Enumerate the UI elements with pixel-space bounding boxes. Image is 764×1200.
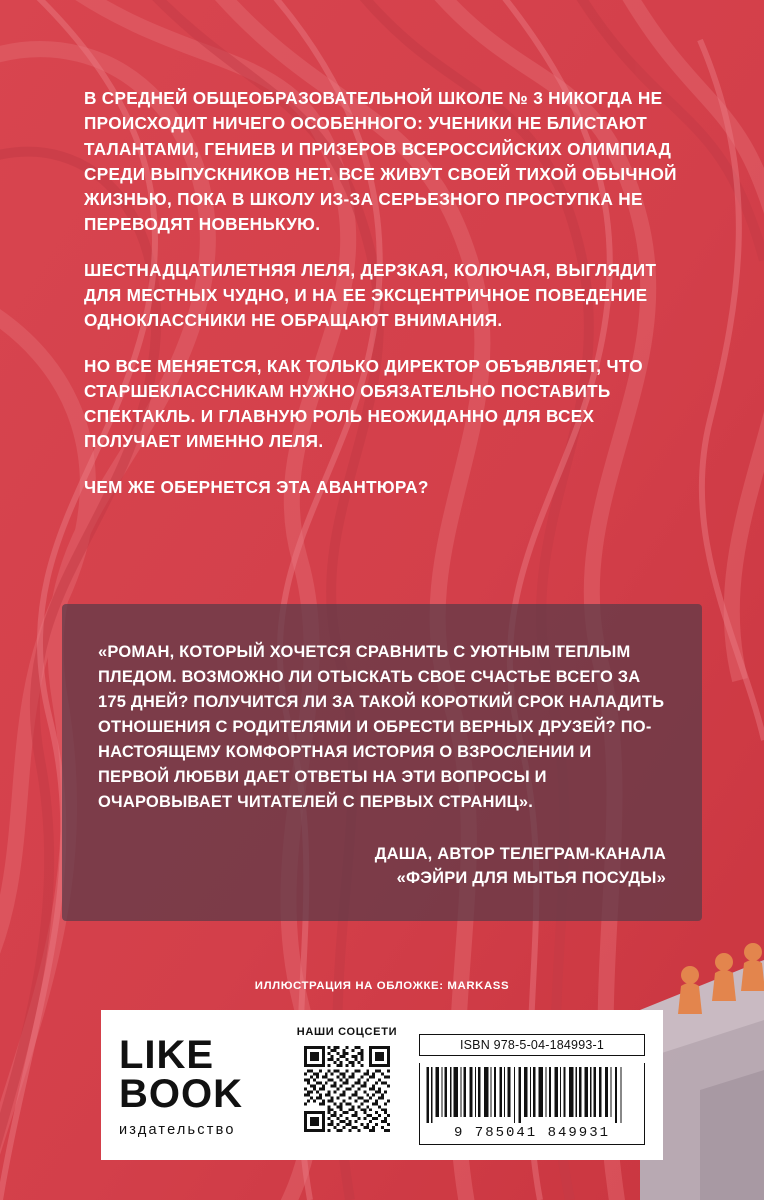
barcode-digits: 9 785041 849931 [453,1125,611,1141]
review-quote-box [62,604,702,921]
barcode-icon [420,1063,644,1125]
publisher-logo-line1: LIKE [119,1032,215,1077]
illustration-credit: ИЛЛЮСТРАЦИЯ НА ОБЛОЖКЕ: MARKASS [254,980,510,992]
synopsis-text [84,86,684,500]
isbn-block [413,1010,663,1160]
review-attribution-line2: «ФЭЙРИ ДЛЯ МЫТЬЯ ПОСУДЫ» [396,869,666,888]
publisher-logo [101,1010,281,1160]
review-quote-text: «РОМАН, КОТОРЫЙ ХОЧЕТСЯ СРАВНИТЬ С УЮТНЫМ ТЕПЛЫМ ПЛЕДОМ. ВОЗМОЖНО ЛИ ОТЫСКАТЬ СВОЕ СЧАСТЬЕ ВСЕГО ЗА 175 ДНЕЙ? ПОЛУЧИТСЯ ЛИ ЗА ТАКОЙ КОРОТКИЙ СРОК НАЛАДИТЬ ОТНОШЕНИЯ С РОДИТЕЛЯМИ И ОБРЕСТИ ВЕРНЫХ ДРУЗЕЙ? ПО-НАСТОЯЩЕМУ КОМФОРТНАЯ ИСТОРИЯ О ВЗРОСЛЕНИИ И ПЕРВОЙ ЛЮБВИ ДАЕТ ОТВЕТЫ НА ЭТИ ВОПРОСЫ И ОЧАРОВЫВАЕТ ЧИТАТЕЛЕЙ С ПЕРВЫХ СТРАНИЦ». [98,643,665,812]
barcode [419,1063,645,1145]
review-attribution [98,842,666,892]
review-attribution-line1: ДАША, АВТОР ТЕЛЕГРАМ-КАНАЛА [374,844,666,863]
socials-block [281,1010,413,1160]
qr-code-icon[interactable] [304,1046,390,1132]
synopsis-paragraph-4: ЧЕМ ЖЕ ОБЕРНЕТСЯ ЭТА АВАНТЮРА? [84,476,429,497]
publisher-logo-line2: BOOK [119,1072,243,1116]
synopsis-paragraph-1: В СРЕДНЕЙ ОБЩЕОБРАЗОВАТЕЛЬНОЙ ШКОЛЕ № 3 НИКОГДА НЕ ПРОИСХОДИТ НИЧЕГО ОСОБЕННОГО: УЧЕНИКИ НЕ БЛИСТАЮТ ТАЛАНТАМИ, ГЕНИЕВ И ПРИЗЕРОВ ВСЕРОССИЙСКИХ ОЛИМПИАД СРЕДИ ВЫПУСКНИКОВ НЕТ. ВСЕ ЖИВУТ СВОЕЙ ТИХОЙ ОБЫЧНОЙ ЖИЗНЬЮ, ПОКА В ШКОЛУ ИЗ-ЗА СЕРЬЕЗНОГО ПРОСТУПКА НЕ ПЕРЕВОДЯТ НОВЕНЬКУЮ. [84,88,677,235]
publisher-subtitle: издательство [119,1122,236,1139]
footer-bar [101,1010,663,1160]
isbn-label: ISBN 978-5-04-184993-1 [419,1034,645,1056]
synopsis-paragraph-2: ШЕСТНАДЦАТИЛЕТНЯЯ ЛЕЛЯ, ДЕРЗКАЯ, КОЛЮЧАЯ, ВЫГЛЯДИТ ДЛЯ МЕСТНЫХ ЧУДНО, И НА ЕЕ ЭКСЦЕНТРИЧНОЕ ПОВЕДЕНИЕ ОДНОКЛАССНИКИ НЕ ОБРАЩАЮТ ВНИМАНИЯ. [84,259,657,331]
synopsis-paragraph-3: НО ВСЕ МЕНЯЕТСЯ, КАК ТОЛЬКО ДИРЕКТОР ОБЪЯВЛЯЕТ, ЧТО СТАРШЕКЛАССНИКАМ НУЖНО ОБЯЗАТЕЛЬНО ПОСТАВИТЬ СПЕКТАКЛЬ. И ГЛАВНУЮ РОЛЬ НЕОЖИДАННО ДЛЯ ВСЕХ ПОЛУЧАЕТ ИМЕННО ЛЕЛЯ. [84,355,643,452]
socials-label: НАШИ СОЦСЕТИ [296,1026,398,1038]
